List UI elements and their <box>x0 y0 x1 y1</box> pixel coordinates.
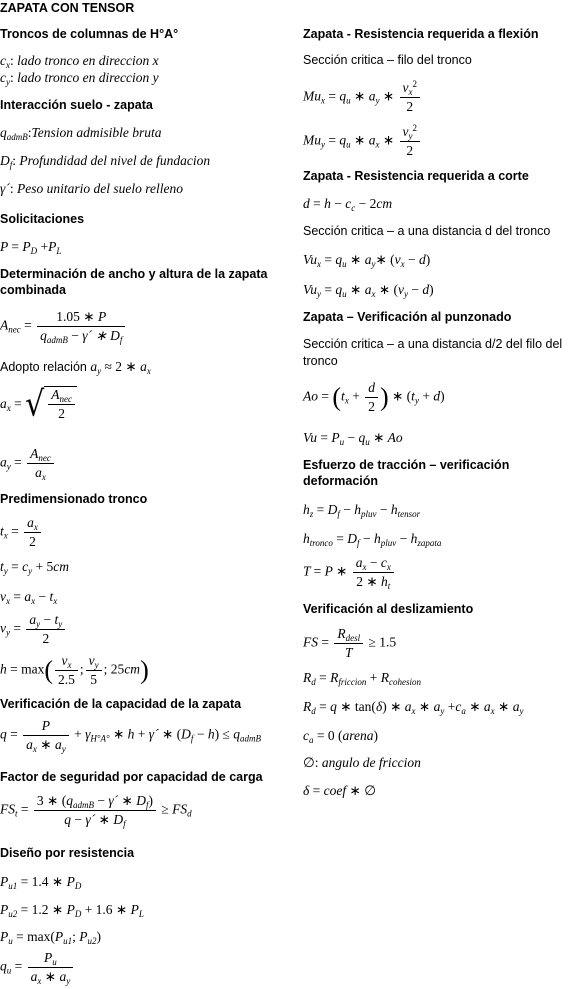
ca-equation: $c_a = 0$ (arena) <box>303 728 378 745</box>
cy-definition: $c_y$: lado tronco en direccion y <box>0 70 159 87</box>
heading-determinacion: Determinación de ancho y altura de la zapata combinada <box>0 267 268 297</box>
q-equation: q = $\frac{P}{a_x ∗ a_y}$ + $\gamma_{H^\circ A^\circ}$ ∗ h + γ´ ∗ $(D_f - h) \le q_{admB}$ <box>0 718 261 754</box>
heading-deslizamiento: Verificación al deslizamiento <box>303 602 474 616</box>
fs-equation: FS = $R_{desl}$ T ≥ 1.5 <box>303 626 397 660</box>
df-definition: $D_f$: Profundidad del nivel de fundacion <box>0 153 211 170</box>
ty-equation: $t_y = c_y + 5cm$ <box>0 559 70 576</box>
pu1-equation: $P_{u1} = 1.4$ ∗ $P_D$ <box>0 874 82 891</box>
fst-equation: $FS_t$ = 3 ∗ ($q_{admB}$ − γ´ ∗ $D_f$) q − γ´ ∗ $D_f$ ≥ $FS_d$ <box>0 793 192 829</box>
muy-equation: $Mu_y = q_u$ ∗ $a_x$ ∗ $\frac{v_y^2}{2}$ <box>303 124 422 159</box>
heading-flexion: Zapata - Resistencia requerida a flexión <box>303 27 539 41</box>
heading-corte: Zapata - Resistencia requerida a corte <box>303 169 529 183</box>
seccion-flexion: Sección critica – filo del tronco <box>303 53 472 67</box>
t-equation: T = P ∗ $\frac{a_x - c_x}{2 ∗ h_t}$ <box>303 555 396 590</box>
ax-equation: $a_x$ = √ $A_{nec}$ 2 <box>0 386 77 424</box>
d-equation: $d = h - c_c - 2cm$ <box>303 196 393 213</box>
heading-predimensionado: Predimensionado tronco <box>0 492 148 506</box>
adopto-line: Adopto relación $a_y \approx 2$ ∗ $a_x$ <box>0 359 151 376</box>
phi-definition: ∅: angulo de friccion <box>303 755 421 770</box>
seccion-corte: Sección critica – a una distancia d del tronco <box>303 224 551 238</box>
cx-definition: $c_x$: lado tronco en direccion x <box>0 53 159 70</box>
gamma-definition: γ´: Peso unitario del suelo relleno <box>0 181 183 196</box>
heading-diseno: Diseño por resistencia <box>0 846 135 860</box>
mux-equation: $Mu_x = q_u$ ∗ $a_y$ ∗ $\frac{v_x^2}{2}$ <box>303 80 422 115</box>
heading-traccion: Esfuerzo de tracción – verificación deformación <box>303 458 510 488</box>
vx-equation: $v_x = a_x - t_x$ <box>0 589 58 606</box>
heading-troncos: Troncos de columnas de H°A° <box>0 27 179 41</box>
rd2-equation: $R_d = q$ ∗ tan(δ) ∗ $a_x$ ∗ $a_y +c_a$ ∗ $a_x$ ∗ $a_y$ <box>303 699 524 716</box>
qu-equation: $q_u$ = $\frac{P_u}{a_x ∗ a_y}$ <box>0 950 75 985</box>
vu-equation: $Vu = P_u - q_u$ ∗ Ao <box>303 430 403 447</box>
hz-equation: $h_z = D_f - h_{pluv} - h_{tensor}$ <box>303 502 421 519</box>
ay-equation: $a_y$ = $A_{nec}$ $a_x$ <box>0 446 56 481</box>
pu-equation: $P_u = \max(P_{u1}$; $P_{u2}$) <box>0 929 101 946</box>
q-admb-definition: $q_{admB}:Tension$ admisible bruta <box>0 125 162 142</box>
rd1-equation: $R_d = R_{friccion} + R_{cohesion}$ <box>303 670 421 687</box>
heading-verif-capacidad: Verificación de la capacidad de la zapata <box>0 697 242 711</box>
h-max-equation: h = max( $\frac{v_x}{2.5}$ ; $\frac{v_y}{5}$ ; 25cm) <box>0 653 149 687</box>
tx-equation: $t_x$ = $\frac{a_x}{2}$ <box>0 515 43 550</box>
document-title: ZAPATA CON TENSOR <box>0 1 135 15</box>
anec-equation: $A_{nec}$ = 1.05 ∗ P $q_{admB}$ − γ´ ∗ $D_f$ <box>0 309 127 344</box>
heading-factor-seguridad: Factor de seguridad por capacidad de carga <box>0 770 263 784</box>
heading-interaccion: Interacción suelo - zapata <box>0 98 153 112</box>
vy-equation: $v_y$ = $\frac{a_y - t_y}{2}$ <box>0 612 67 647</box>
htronco-equation: $h_{tronco} = D_f - h_{pluv} - h_{zapata}$ <box>303 531 442 548</box>
delta-equation: δ = coef ∗ ∅ <box>303 783 376 798</box>
vux-equation: $Vu_x = q_u$ ∗ $a_y∗$ $(v_x - d)$ <box>303 252 431 269</box>
vuy-equation: $Vu_y = q_u$ ∗ $a_x$ ∗ $(v_y - d)$ <box>303 282 434 299</box>
adopto-label: Adopto relación <box>0 360 87 374</box>
heading-solicitaciones: Solicitaciones <box>0 212 85 226</box>
seccion-punzonado: Sección critica – a una distancia d/2 del filo del tronco <box>303 337 563 368</box>
heading-punzonado: Zapata – Verificación al punzonado <box>303 310 512 324</box>
ao-equation: $Ao = (t_x$ + $\frac{d}{2}$ ) ∗ $(t_y + d)$ <box>303 380 445 414</box>
p-equation: $P = P_D +P_L$ <box>0 239 62 256</box>
pu2-equation: $P_{u2} = 1.2$ ∗ $P_D + 1.6$ ∗ $P_L$ <box>0 902 144 919</box>
